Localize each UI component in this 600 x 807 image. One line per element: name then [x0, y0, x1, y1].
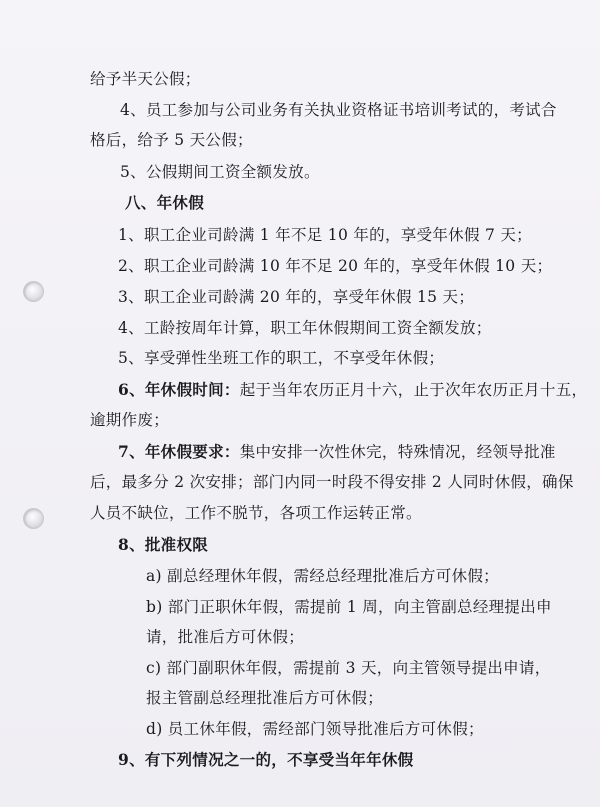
text-line: 给予半天公假；	[90, 70, 201, 88]
text-line: 3、职工企业司龄满 20 年的，享受年休假 15 天；	[118, 288, 475, 306]
text-line: 格后，给予 5 天公假；	[90, 131, 253, 149]
text-line: 4、员工参加与公司业务有关执业资格证书培训考试的，考试合	[120, 101, 557, 119]
list-item: b) 部门正职休年假，需提前 1 周，向主管副总经理提出申	[146, 598, 552, 616]
punch-hole	[24, 509, 43, 528]
text-line: 后，最多分 2 次安排；部门内同一时段不得安排 2 人同时休假，确保	[90, 473, 574, 491]
text-span: 集中安排一次性休完，特殊情况，经领导批准	[239, 443, 556, 461]
text-line: 逾期作废；	[90, 411, 170, 429]
section-heading: 八、年休假	[125, 193, 205, 212]
punch-hole	[24, 282, 43, 301]
subheading: 6、年休假时间：	[118, 380, 240, 399]
text-span: 起于当年农历正月十六，止于次年农历正月十五，	[239, 381, 588, 399]
subheading: 8、批准权限	[118, 535, 209, 554]
list-item: a) 副总经理休年假，需经总经理批准后方可休假；	[146, 567, 499, 585]
text-line: 2、职工企业司龄满 10 年不足 20 年的，享受年休假 10 天；	[118, 257, 553, 275]
list-item: c) 部门副职休年假，需提前 3 天，向主管领导提出申请，	[146, 659, 551, 677]
text-line: 5、享受弹性坐班工作的职工，不享受年休假；	[118, 349, 445, 367]
text-line	[118, 442, 556, 462]
subheading: 7、年休假要求：	[118, 442, 240, 461]
list-item: d) 员工休年假，需经部门领导批准后方可休假；	[146, 720, 484, 738]
text-line	[118, 380, 587, 400]
text-line: 请，批准后方可休假；	[146, 628, 305, 646]
text-line: 报主管副总经理批准后方可休假；	[146, 689, 384, 707]
text-line: 4、工龄按周年计算，职工年休假期间工资全额发放；	[118, 319, 492, 337]
text-line: 1、职工企业司龄满 1 年不足 10 年的，享受年休假 7 天；	[118, 226, 532, 244]
subheading: 9、有下列情况之一的，不享受当年年休假	[118, 750, 414, 769]
text-line: 5、公假期间工资全额发放。	[120, 163, 320, 181]
text-line: 人员不缺位，工作不脱节，各项工作运转正常。	[90, 504, 422, 522]
